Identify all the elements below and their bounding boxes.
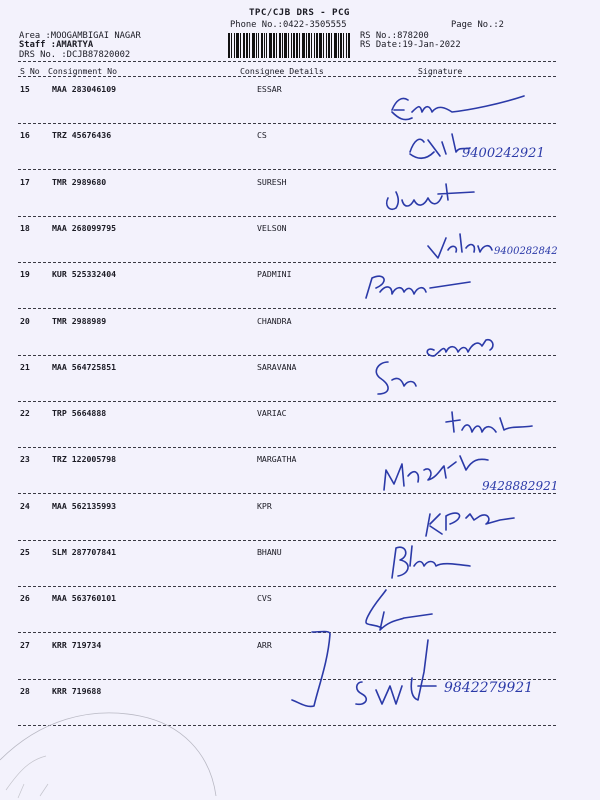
row-serial-number: 23	[20, 454, 30, 464]
row-serial-number: 25	[20, 547, 30, 557]
consignee-name: KPR	[257, 501, 272, 511]
col-signature-heading: Signature	[418, 66, 463, 76]
consignee-name: SURESH	[257, 177, 287, 187]
row-divider	[18, 447, 556, 448]
barcode-bar	[256, 33, 257, 58]
barcode-bar	[282, 33, 283, 58]
signature-mark	[366, 276, 470, 298]
consignment-number: KRR 719688	[52, 686, 102, 696]
consignment-number: TRZ 45676436	[52, 130, 112, 140]
signature-mark	[366, 590, 432, 630]
row-serial-number: 15	[20, 84, 30, 94]
signature-mark	[356, 640, 436, 704]
handwritten-phone: 9842279921	[444, 680, 534, 696]
barcode-bar	[284, 33, 287, 58]
consignee-name: CS	[257, 130, 267, 140]
barcode-bar	[314, 33, 315, 58]
barcode-bar	[291, 33, 292, 58]
barcode-bar	[326, 33, 327, 58]
row-serial-number: 19	[20, 269, 30, 279]
consignee-name: VELSON	[257, 223, 287, 233]
barcode-bar	[338, 33, 339, 58]
signature-mark	[384, 456, 488, 490]
barcode-bar	[316, 33, 318, 58]
document-title: TPC/CJB DRS - PCG	[249, 7, 350, 18]
header-divider	[18, 61, 556, 62]
row-divider	[18, 355, 556, 356]
handwritten-phone: 9400282842	[494, 246, 558, 257]
consignment-number: TMR 2988989	[52, 316, 107, 326]
consignee-name: PADMINI	[257, 269, 292, 279]
signature-mark	[292, 632, 330, 707]
signature-mark	[392, 546, 470, 578]
barcode-bar	[331, 33, 332, 58]
row-serial-number: 26	[20, 593, 30, 603]
barcode-bar	[293, 33, 295, 58]
row-divider	[18, 679, 556, 680]
consignment-number: MAA 268099795	[52, 223, 117, 233]
barcode-bar	[276, 33, 277, 58]
barcode-bar	[306, 33, 307, 58]
barcode-bar	[228, 33, 230, 58]
barcode-bar	[258, 33, 259, 58]
row-divider	[18, 540, 556, 541]
row-divider	[18, 401, 556, 402]
phone-number: Phone No.:0422-3505555	[230, 20, 347, 30]
area-field: Area :MOOGAMBIGAI NAGAR	[19, 31, 141, 41]
staff-field: Staff :AMARTYA	[19, 40, 94, 50]
column-heading-divider	[18, 76, 556, 77]
signature-mark	[426, 513, 514, 536]
barcode-bar	[311, 33, 312, 58]
barcode-bar	[308, 33, 310, 58]
handwritten-phone: 9400242921	[462, 146, 545, 161]
barcode	[228, 33, 352, 58]
rs-number: RS No.:878200	[360, 31, 429, 41]
row-serial-number: 16	[20, 130, 30, 140]
barcode-bar	[243, 33, 245, 58]
consignment-number: TRZ 122005798	[52, 454, 117, 464]
barcode-bar	[273, 33, 275, 58]
barcode-bar	[236, 33, 239, 58]
row-serial-number: 20	[20, 316, 30, 326]
col-sno-heading: S No	[20, 66, 40, 76]
signature-mark	[446, 412, 532, 432]
barcode-bar	[288, 33, 289, 58]
row-divider	[18, 632, 556, 633]
consignment-number: MAA 564725851	[52, 362, 117, 372]
row-serial-number: 28	[20, 686, 30, 696]
row-serial-number: 17	[20, 177, 30, 187]
col-consignment-heading: Consignment No	[48, 66, 118, 76]
rs-date: RS Date:19-Jan-2022	[360, 40, 461, 50]
signature-mark	[376, 362, 416, 394]
consignee-name: BHANU	[257, 547, 282, 557]
consignment-number: KRR 719734	[52, 640, 102, 650]
consignment-number: MAA 562135993	[52, 501, 117, 511]
barcode-bar	[328, 33, 330, 58]
barcode-bar	[348, 33, 350, 58]
barcode-bar	[319, 33, 322, 58]
barcode-bar	[264, 33, 265, 58]
consignee-name: SARAVANA	[257, 362, 297, 372]
barcode-bar	[231, 33, 232, 58]
row-serial-number: 18	[20, 223, 30, 233]
page-number: Page No.:2	[451, 20, 504, 30]
barcode-bar	[343, 33, 344, 58]
barcode-bar	[279, 33, 281, 58]
signature-mark	[387, 184, 474, 209]
consignee-name: ARR	[257, 640, 272, 650]
barcode-bar	[249, 33, 250, 58]
signature-mark	[410, 134, 470, 158]
signature-mark	[427, 340, 493, 356]
barcode-bar	[323, 33, 324, 58]
consignee-name: CHANDRA	[257, 316, 292, 326]
row-serial-number: 24	[20, 501, 30, 511]
row-divider	[18, 123, 556, 124]
consignee-name: VARIAC	[257, 408, 287, 418]
row-divider	[18, 308, 556, 309]
handwritten-phone: 9428882921	[482, 479, 559, 493]
barcode-bar	[261, 33, 263, 58]
row-divider	[18, 262, 556, 263]
barcode-bar	[269, 33, 272, 58]
barcode-bar	[299, 33, 300, 58]
barcode-bar	[340, 33, 342, 58]
row-divider	[18, 586, 556, 587]
consignment-number: TRP 5664888	[52, 408, 107, 418]
drs-number: DRS No. :DCJB87820002	[19, 50, 131, 60]
barcode-bar	[266, 33, 267, 58]
barcode-bar	[302, 33, 305, 58]
consignment-number: SLM 287707841	[52, 547, 117, 557]
consignment-number: MAA 283046109	[52, 84, 117, 94]
row-divider	[18, 216, 556, 217]
barcode-bar	[334, 33, 337, 58]
consignment-number: KUR 525332404	[52, 269, 117, 279]
row-serial-number: 21	[20, 362, 30, 372]
row-serial-number: 27	[20, 640, 30, 650]
barcode-bar	[346, 33, 347, 58]
consignment-number: TMR 2989680	[52, 177, 107, 187]
barcode-bar	[296, 33, 298, 58]
signature-mark	[392, 96, 524, 120]
consignee-name: CVS	[257, 593, 272, 603]
row-divider	[18, 493, 556, 494]
barcode-bar	[252, 33, 255, 58]
barcode-bar	[240, 33, 241, 58]
signature-mark	[428, 234, 492, 258]
barcode-bar	[246, 33, 248, 58]
consignee-name: ESSAR	[257, 84, 282, 94]
row-serial-number: 22	[20, 408, 30, 418]
consignment-number: MAA 563760101	[52, 593, 117, 603]
consignee-name: MARGATHA	[257, 454, 297, 464]
pencil-smudge	[0, 700, 220, 800]
row-divider	[18, 169, 556, 170]
col-consignee-heading: Consignee Details	[240, 66, 324, 76]
barcode-bar	[234, 33, 235, 58]
